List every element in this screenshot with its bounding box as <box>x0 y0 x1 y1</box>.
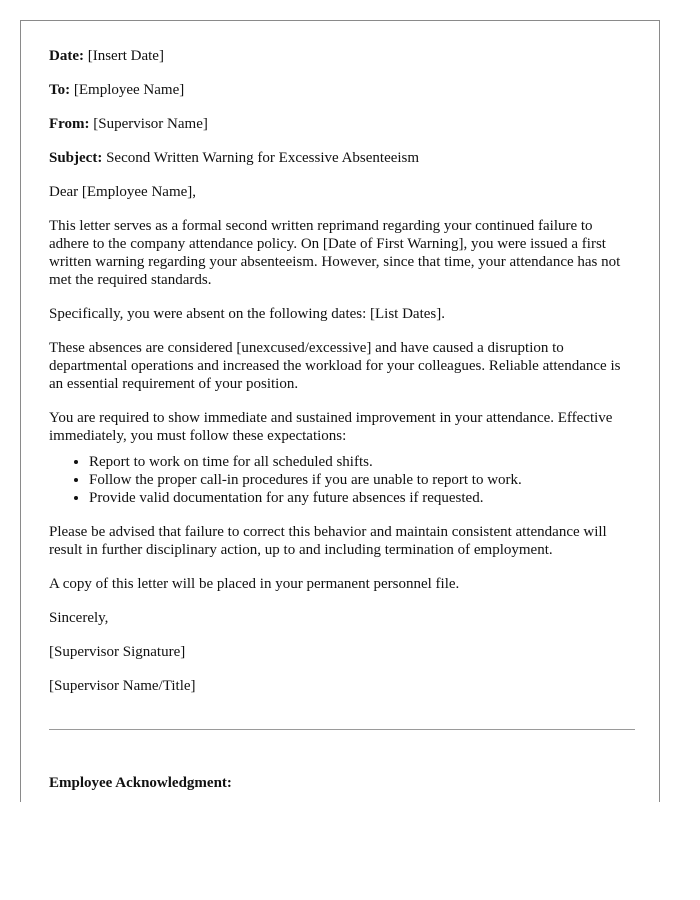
paragraph-absence-dates: Specifically, you were absent on the following dates: [List Dates]. <box>49 306 445 322</box>
from-label: From: <box>49 116 90 132</box>
date-line <box>49 47 635 65</box>
list-item: • Follow the proper call-in procedures if you are unable to report to work. <box>89 471 635 489</box>
paragraph-reprimand: This letter serves as a formal second written reprimand regarding your continued failure to adhere to the company attendance policy. On [Date of First Warning], you were issued a first written warning regarding your absenteeism. However, since that time, your attendance has not met the required standards. <box>49 218 621 288</box>
supervisor-name-title: [Supervisor Name/Title] <box>49 678 196 694</box>
paragraph-consequences: Please be advised that failure to correct this behavior and maintain consistent attendance will result in further disciplinary action, up to and including termination of employment. <box>49 524 607 558</box>
list-item: • Provide valid documentation for any future absences if requested. <box>89 489 635 507</box>
letter-page <box>20 20 660 802</box>
list-item: • Report to work on time for all scheduled shifts. <box>89 453 635 471</box>
expectations-list <box>49 453 635 507</box>
paragraph-expectations-intro: You are required to show immediate and sustained improvement in your attendance. Effective immediately, you must follow these expectations: <box>49 410 613 444</box>
date-value: [Insert Date] <box>87 48 164 64</box>
salutation: Dear [Employee Name], <box>49 184 197 200</box>
paragraph-personnel-file: A copy of this letter will be placed in your permanent personnel file. <box>49 576 460 592</box>
from-line <box>49 115 635 133</box>
letter-content <box>49 47 635 792</box>
subject-value: Second Written Warning for Excessive Absenteeism <box>106 150 420 166</box>
to-value: [Employee Name] <box>73 82 185 98</box>
section-divider <box>49 729 635 730</box>
subject-label: Subject: <box>49 150 103 166</box>
paragraph-impact: These absences are considered [unexcused/excessive] and have caused a disruption to departmental operations and increased the workload for your colleagues. Reliable attendance is an essential requirement of your position. <box>49 340 621 392</box>
sign-off: Sincerely, <box>49 610 109 626</box>
acknowledgment-heading: Employee Acknowledgment: <box>49 775 232 791</box>
date-label: Date: <box>49 48 84 64</box>
supervisor-signature: [Supervisor Signature] <box>49 644 186 660</box>
from-value: [Supervisor Name] <box>93 116 208 132</box>
to-label: To: <box>49 82 71 98</box>
to-line <box>49 81 635 99</box>
subject-line <box>49 149 635 167</box>
